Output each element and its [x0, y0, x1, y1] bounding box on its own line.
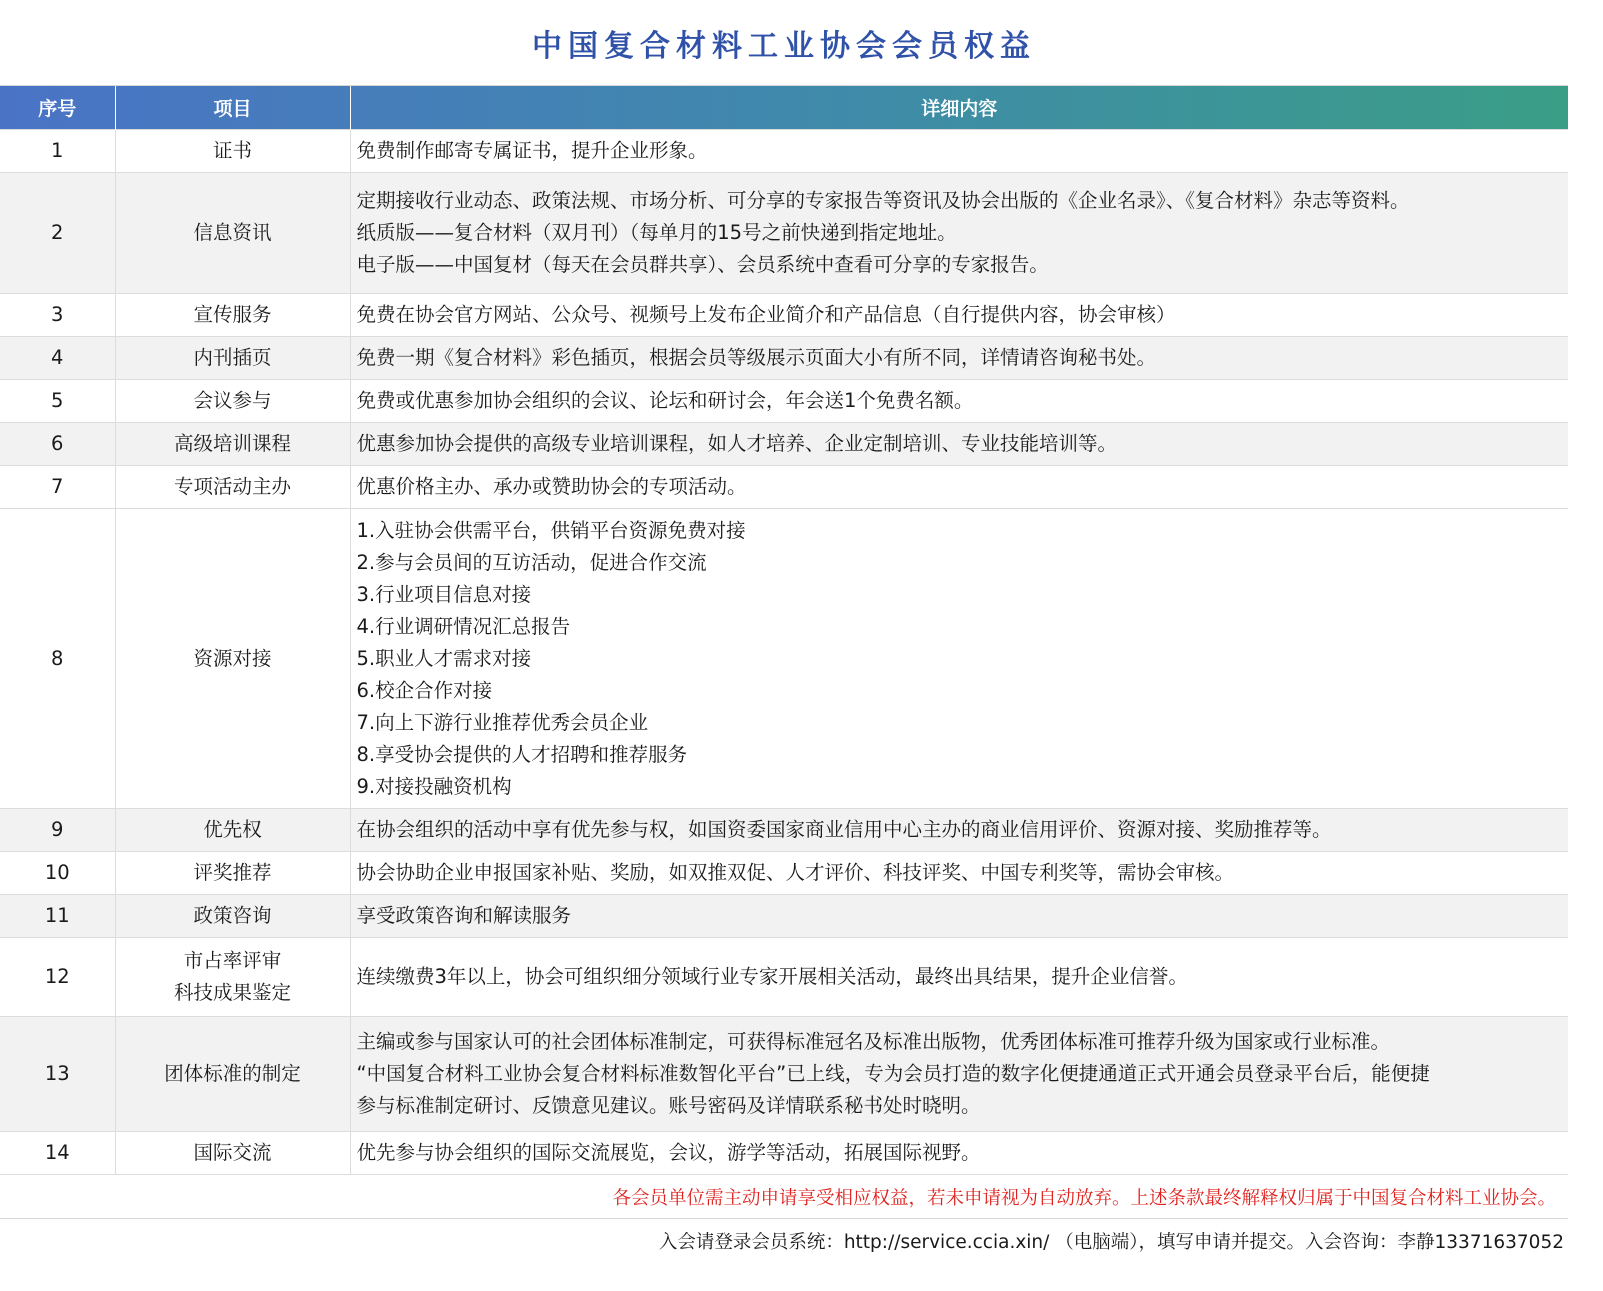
detail-line: 3.行业项目信息对接 — [356, 582, 532, 606]
cell-no: 11 — [0, 895, 115, 938]
detail-line: 5.职业人才需求对接 — [356, 646, 532, 670]
detail-line: “中国复合材料工业协会复合材料标准数智化平台”已上线，专为会员打造的数字化便捷通道正式开通会员登录平台后，能便捷 — [356, 1062, 1430, 1085]
item-line: 团体标准的制定 — [164, 1062, 301, 1085]
detail-line: 优惠价格主办、承办或赞助协会的专项活动。 — [356, 475, 747, 498]
cell-detail — [350, 809, 1568, 852]
page-title: 中国复合材料工业协会会员权益 — [532, 28, 1036, 64]
table-row — [0, 1017, 1568, 1132]
cell-detail — [350, 173, 1568, 294]
table-row — [0, 938, 1568, 1017]
detail-line: 协会协助企业申报国家补贴、奖励，如双推双促、人才评价、科技评奖、中国专利奖等，需协会审核。 — [356, 861, 1235, 884]
table-row — [0, 809, 1568, 852]
cell-no: 3 — [0, 294, 115, 337]
detail-line: 8.享受协会提供的人才招聘和推荐服务 — [356, 742, 688, 766]
item-line: 高级培训课程 — [173, 432, 291, 455]
cell-no: 10 — [0, 852, 115, 895]
detail-line: 参与标准制定研讨、反馈意见建议。账号密码及详情联系秘书处时晓明。 — [356, 1094, 981, 1117]
table-row — [0, 466, 1568, 509]
cell-item — [115, 1017, 350, 1132]
table-row — [0, 337, 1568, 380]
detail-line: 6.校企合作对接 — [356, 678, 493, 702]
detail-line: 享受政策咨询和解读服务 — [356, 904, 572, 927]
column-header-no: 序号 — [0, 86, 115, 130]
detail-line: 连续缴费3年以上，协会可组织细分领域行业专家开展相关活动，最终出具结果，提升企业信誉。 — [356, 965, 1188, 988]
cell-no: 4 — [0, 337, 115, 380]
item-line: 证书 — [212, 139, 252, 162]
title-bar — [0, 0, 1568, 86]
item-line: 资源对接 — [193, 646, 272, 670]
cell-item — [115, 380, 350, 423]
cell-detail — [350, 380, 1568, 423]
detail-line: 免费在协会官方网站、公众号、视频号上发布企业简介和产品信息（自行提供内容，协会审核） — [356, 303, 1176, 326]
cell-no: 13 — [0, 1017, 115, 1132]
cell-no: 2 — [0, 173, 115, 294]
cell-item — [115, 423, 350, 466]
cell-item — [115, 130, 350, 173]
item-line: 宣传服务 — [193, 303, 272, 326]
cell-no: 6 — [0, 423, 115, 466]
table-row — [0, 895, 1568, 938]
detail-line: 优先参与协会组织的国际交流展览，会议，游学等活动，拓展国际视野。 — [356, 1141, 981, 1164]
cell-detail — [350, 294, 1568, 337]
cell-item — [115, 938, 350, 1017]
cell-detail — [350, 852, 1568, 895]
table-row — [0, 173, 1568, 294]
item-line: 内刊插页 — [193, 346, 272, 369]
detail-line: 1.入驻协会供需平台，供销平台资源免费对接 — [356, 518, 746, 542]
cell-no: 5 — [0, 380, 115, 423]
cell-no: 7 — [0, 466, 115, 509]
item-line: 政策咨询 — [193, 904, 272, 927]
table-row — [0, 852, 1568, 895]
item-line: 信息资讯 — [193, 221, 272, 244]
detail-line: 2.参与会员间的互访活动，促进合作交流 — [356, 550, 707, 574]
cell-detail — [350, 895, 1568, 938]
cell-detail — [350, 337, 1568, 380]
cell-no: 1 — [0, 130, 115, 173]
detail-line: 在协会组织的活动中享有优先参与权，如国资委国家商业信用中心主办的商业信用评价、资源对接、奖励推荐等。 — [356, 818, 1332, 841]
cell-item — [115, 809, 350, 852]
table-row — [0, 423, 1568, 466]
cell-detail — [350, 466, 1568, 509]
detail-line: 电子版——中国复材（每天在会员群共享）、会员系统中查看可分享的专家报告。 — [356, 253, 1049, 276]
item-line: 优先权 — [203, 818, 262, 841]
detail-line: 免费或优惠参加协会组织的会议、论坛和研讨会，年会送1个免费名额。 — [356, 389, 974, 412]
cell-no: 9 — [0, 809, 115, 852]
item-line: 国际交流 — [193, 1141, 272, 1164]
column-header-item: 项目 — [115, 86, 350, 130]
cell-item — [115, 337, 350, 380]
detail-line: 定期接收行业动态、政策法规、市场分析、可分享的专家报告等资讯及协会出版的《企业名录》、《复合材料》杂志等资料。 — [356, 189, 1410, 212]
table-row — [0, 130, 1568, 173]
footer-note: 各会员单位需主动申请享受相应权益，若未申请视为自动放弃。上述条款最终解释权归属于中国复合材料工业协会。 — [0, 1175, 1568, 1219]
table-header-row — [0, 86, 1568, 130]
table-row — [0, 380, 1568, 423]
cell-item — [115, 509, 350, 809]
table-body — [0, 130, 1568, 1175]
cell-detail — [350, 1017, 1568, 1132]
detail-line: 主编或参与国家认可的社会团体标准制定，可获得标准冠名及标准出版物，优秀团体标准可推荐升级为国家或行业标准。 — [356, 1030, 1391, 1053]
cell-item — [115, 895, 350, 938]
cell-detail — [350, 423, 1568, 466]
cell-item — [115, 466, 350, 509]
table-row — [0, 1132, 1568, 1175]
cell-no: 12 — [0, 938, 115, 1017]
detail-line: 免费制作邮寄专属证书，提升企业形象。 — [356, 139, 708, 162]
benefits-table — [0, 86, 1568, 1175]
detail-line: 免费一期《复合材料》彩色插页，根据会员等级展示页面大小有所不同，详情请咨询秘书处。 — [356, 346, 1157, 369]
table-row — [0, 294, 1568, 337]
column-header-detail: 详细内容 — [921, 98, 998, 120]
cell-detail — [350, 938, 1568, 1017]
detail-line: 纸质版——复合材料（双月刊）（每单月的15号之前快递到指定地址。 — [356, 221, 957, 244]
item-line: 科技成果鉴定 — [173, 981, 291, 1004]
cell-detail — [350, 509, 1568, 809]
table-row — [0, 509, 1568, 809]
cell-item — [115, 173, 350, 294]
cell-item — [115, 852, 350, 895]
cell-no: 8 — [0, 509, 115, 809]
item-line: 市占率评审 — [183, 949, 282, 972]
item-line: 专项活动主办 — [173, 475, 291, 498]
item-line: 会议参与 — [193, 389, 272, 412]
footer-contact: 入会请登录会员系统：http://service.ccia.xin/ （电脑端），填写申请并提交。入会咨询：李静13371637052 — [658, 1232, 1564, 1253]
detail-line: 优惠参加协会提供的高级专业培训课程，如人才培养、企业定制培训、专业技能培训等。 — [356, 432, 1118, 455]
cell-detail — [350, 130, 1568, 173]
detail-line: 7.向上下游行业推荐优秀会员企业 — [356, 710, 649, 734]
cell-detail — [350, 1132, 1568, 1175]
cell-item — [115, 294, 350, 337]
cell-item — [115, 1132, 350, 1175]
detail-line: 9.对接投融资机构 — [356, 774, 512, 798]
item-line: 评奖推荐 — [193, 861, 272, 884]
cell-no: 14 — [0, 1132, 115, 1175]
detail-line: 4.行业调研情况汇总报告 — [356, 614, 571, 638]
